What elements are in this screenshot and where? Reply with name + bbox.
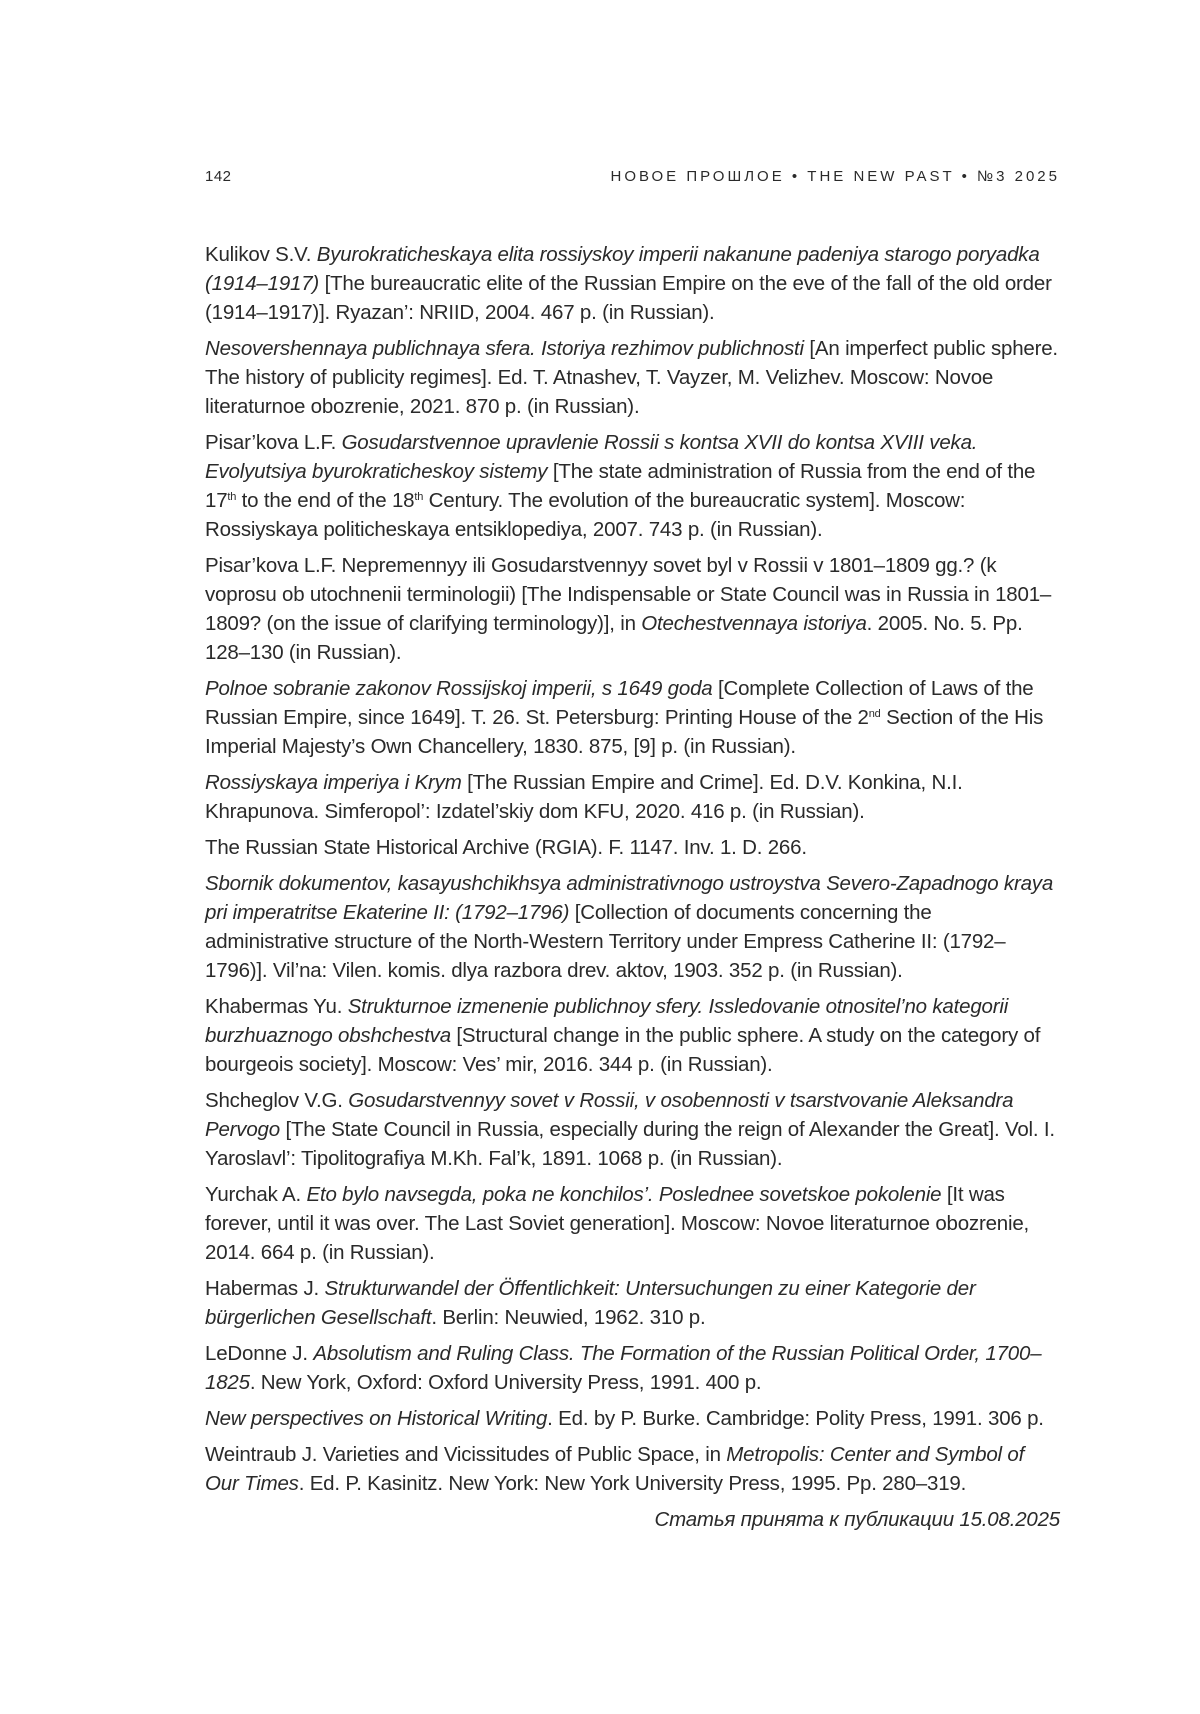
reference-entry: [205, 768, 1060, 826]
acceptance-note: Статья принята к публикации 15.08.2025: [205, 1505, 1060, 1534]
italic-title: Sbornik dokumentov, kasayushchikhsya administrativnogo ustroystva Severo-Zapadnogo kraya pri imperatritse Ekaterine II: (1792–1796): [205, 872, 1053, 924]
reference-text: Shcheglov V.G.: [205, 1089, 348, 1112]
italic-title: Rossiyskaya imperiya i Krym: [205, 771, 462, 794]
italic-title: New perspectives on Historical Writing: [205, 1407, 547, 1430]
reference-entry: [205, 334, 1060, 421]
reference-entries: [205, 240, 1060, 1498]
references-list: [205, 240, 1060, 1534]
reference-text: [The bureaucratic elite of the Russian Empire on the eve of the fall of the old order (1914–1917)]. Ryazan’: NRIID, 2004. 467 p. (in Russian).: [205, 272, 1052, 324]
reference-text: [The state administration of Russia from the end of the 17: [205, 460, 1035, 512]
italic-title: Absolutism and Ruling Class. The Formation of the Russian Political Order, 1700–1825: [205, 1342, 1041, 1394]
reference-text: to the end of the 18: [236, 489, 414, 512]
reference-text: Kulikov S.V.: [205, 243, 317, 266]
reference-entry: [205, 833, 1060, 862]
reference-entry: [205, 1339, 1060, 1397]
running-header: НОВОЕ ПРОШЛОЕ • THE NEW PAST • №3 2025: [610, 168, 1060, 185]
reference-entry: [205, 869, 1060, 985]
reference-entry: [205, 240, 1060, 327]
reference-entry: [205, 1180, 1060, 1267]
reference-text: Habermas J.: [205, 1277, 325, 1300]
reference-entry: [205, 551, 1060, 667]
italic-title: Gosudarstvennoe upravlenie Rossii s kontsa XVII do kontsa XVIII veka. Evolyutsiya byurokraticheskoy sistemy: [205, 431, 977, 483]
italic-title: Metropolis: Center and Symbol of Our Times: [205, 1443, 1024, 1495]
page-number: 142: [205, 168, 232, 185]
reference-text: [An imperfect public sphere. The history of publicity regimes]. Ed. T. Atnashev, T. Vayzer, M. Velizhev. Moscow: Novoe literaturnoe obozrenie, 2021. 870 p. (in Russian).: [205, 337, 1058, 418]
reference-entry: [205, 428, 1060, 544]
italic-title: Gosudarstvennyy sovet v Rossii, v osobennosti v tsarstvovanie Aleksandra Pervogo: [205, 1089, 1013, 1141]
reference-text: Century. The evolution of the bureaucratic system]. Moscow: Rossiyskaya politicheskaya entsiklopediya, 2007. 743 p. (in Russian).: [205, 489, 965, 541]
reference-text: . Ed. P. Kasinitz. New York: New York University Press, 1995. Pp. 280–319.: [299, 1472, 966, 1495]
italic-title: Strukturnoe izmenenie publichnoy sfery. Issledovanie otnositel’no kategorii burzhuaznogo obshchestva: [205, 995, 1008, 1047]
reference-entry: [205, 1440, 1060, 1498]
italic-title: Eto bylo navsegda, poka ne konchilos’. Poslednee sovetskoe pokolenie: [307, 1183, 942, 1206]
italic-title: Polnoe sobranie zakonov Rossijskoj imperii, s 1649 goda: [205, 677, 713, 700]
reference-text: . Berlin: Neuwied, 1962. 310 p.: [431, 1306, 705, 1329]
reference-text: . Ed. by P. Burke. Cambridge: Polity Press, 1991. 306 p.: [547, 1407, 1044, 1430]
reference-text: LeDonne J.: [205, 1342, 313, 1365]
reference-text: The Russian State Historical Archive (RGIA). F. 1147. Inv. 1. D. 266.: [205, 836, 807, 859]
italic-title: Nesovershennaya publichnaya sfera. Istoriya rezhimov publichnosti: [205, 337, 804, 360]
reference-text: [Structural change in the public sphere. A study on the category of bourgeois society]. Moscow: Ves’ mir, 2016. 344 p. (in Russian).: [205, 1024, 1040, 1076]
reference-text: Yurchak A.: [205, 1183, 307, 1206]
reference-entry: [205, 1274, 1060, 1332]
superscript: th: [414, 491, 423, 503]
reference-text: [The State Council in Russia, especially during the reign of Alexander the Great]. Vol. I. Yaroslavl’: Tipolitografiya M.Kh. Fal’k, 1891. 1068 p. (in Russian).: [205, 1118, 1055, 1170]
reference-text: [Complete Collection of Laws of the Russian Empire, since 1649]. T. 26. St. Petersburg: Printing House of the 2: [205, 677, 1033, 729]
reference-text: [It was forever, until it was over. The Last Soviet generation]. Moscow: Novoe literaturnoe obozrenie, 2014. 664 p. (in Russian).: [205, 1183, 1029, 1264]
reference-entry: [205, 1404, 1060, 1433]
superscript: th: [227, 491, 236, 503]
reference-text: Khabermas Yu.: [205, 995, 348, 1018]
reference-entry: [205, 674, 1060, 761]
superscript: nd: [869, 708, 881, 720]
reference-text: . 2005. No. 5. Pp. 128–130 (in Russian).: [205, 612, 1023, 664]
reference-text: . New York, Oxford: Oxford University Press, 1991. 400 p.: [250, 1371, 762, 1394]
reference-entry: [205, 992, 1060, 1079]
reference-text: Section of the His Imperial Majesty’s Own Chancellery, 1830. 875, [9] p. (in Russian).: [205, 706, 1043, 758]
reference-text: Pisar’kova L.F.: [205, 431, 342, 454]
italic-title: Byurokraticheskaya elita rossiyskoy imperii nakanune padeniya starogo poryadka (1914–1917): [205, 243, 1040, 295]
reference-text: Weintraub J. Varieties and Vicissitudes of Public Space, in: [205, 1443, 726, 1466]
reference-entry: [205, 1086, 1060, 1173]
italic-title: Otechestvennaya istoriya: [641, 612, 866, 635]
reference-text: [Collection of documents concerning the administrative structure of the North-Western Territory under Empress Catherine II: (1792–1796)]. Vil’na: Vilen. komis. dlya razbora drev. aktov, 1903. 352 p. (in Russian).: [205, 901, 1005, 982]
italic-title: Strukturwandel der Öffentlichkeit: Untersuchungen zu einer Kategorie der bürgerlichen Gesellschaft: [205, 1277, 976, 1329]
reference-text: Pisar’kova L.F. Nepremennyy ili Gosudarstvennyy sovet byl v Rossii v 1801–1809 gg.? (k voprosu ob utochnenii terminologii) [The Indispensable or State Council was in Russia in 1801–1809? (on the issue of clarifying terminology)], in: [205, 554, 1051, 635]
reference-text: [The Russian Empire and Crime]. Ed. D.V. Konkina, N.I. Khrapunova. Simferopol’: Izdatel’skiy dom KFU, 2020. 416 p. (in Russian).: [205, 771, 963, 823]
